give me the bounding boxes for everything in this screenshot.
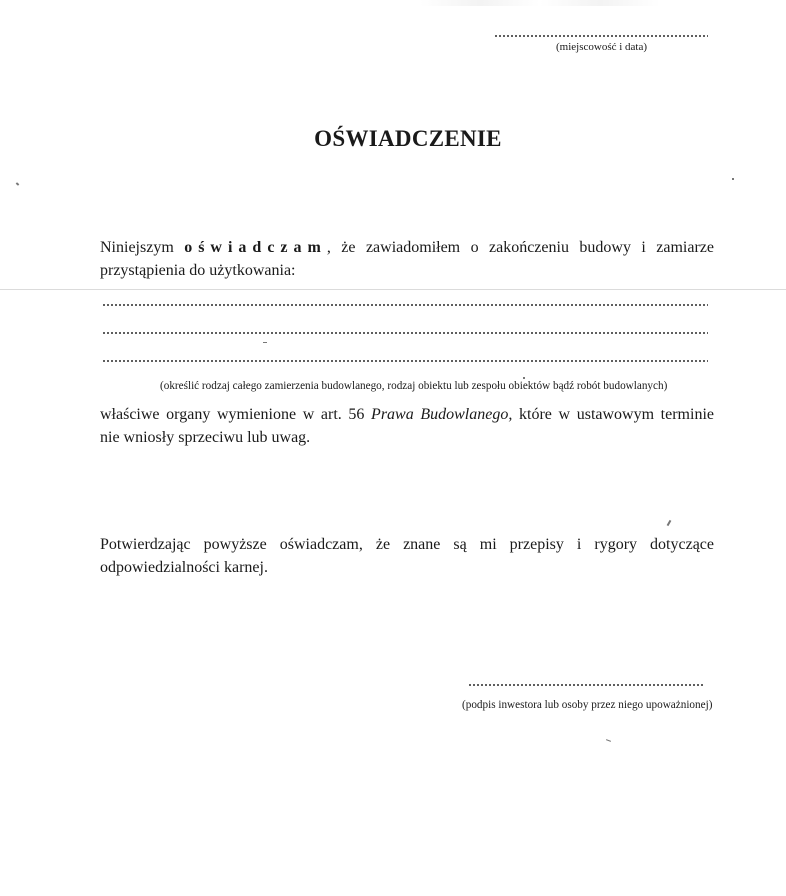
signature-field[interactable] (468, 684, 704, 686)
scan-speck (16, 182, 20, 185)
declaration-emphasis: oświadczam (184, 239, 327, 256)
scan-artifact-line (0, 289, 786, 290)
liability-paragraph: Potwierdzając powyższe oświadczam, że znane są mi przepisy i rygory dotyczące (100, 536, 714, 553)
scan-speck (606, 739, 611, 742)
authorities-paragraph (100, 403, 714, 426)
description-caption: (określić rodzaj całego zamierzenia budowlanego, rodzaj obiektu lub zespołu obiektów bądź robót budowlanych) (160, 380, 668, 392)
description-fill-line-2[interactable] (102, 332, 708, 334)
authorities-prefix: właściwe organy wymienione w art. 56 (100, 406, 365, 423)
signature-caption: (podpis inwestora lub osoby przez niego upoważnionej) (462, 699, 713, 711)
declaration-paragraph (100, 236, 714, 259)
declaration-line2: przystąpienia do użytkowania: (100, 262, 296, 279)
scan-speck (667, 520, 672, 526)
building-law-reference: Prawa Budowlanego, (371, 406, 513, 423)
description-fill-line-3[interactable] (102, 360, 708, 362)
scan-speck (732, 178, 734, 180)
document-title: OŚWIADCZENIE (314, 126, 502, 151)
description-fill-line-1[interactable] (102, 304, 708, 306)
authorities-rest: które w ustawowym terminie (519, 406, 714, 423)
scan-speck (263, 342, 267, 343)
declaration-prefix: Niniejszym (100, 239, 174, 256)
authorities-line2: nie wniosły sprzeciwu lub uwag. (100, 429, 311, 446)
place-date-field[interactable] (494, 35, 708, 37)
scan-artifact-top (420, 0, 720, 6)
place-date-caption: (miejscowość i data) (556, 41, 648, 53)
scan-speck (523, 377, 525, 379)
declaration-rest: , że zawiadomiłem o zakończeniu budowy i zamiarze (326, 239, 714, 256)
liability-line2: odpowiedzialności karnej. (100, 559, 268, 576)
